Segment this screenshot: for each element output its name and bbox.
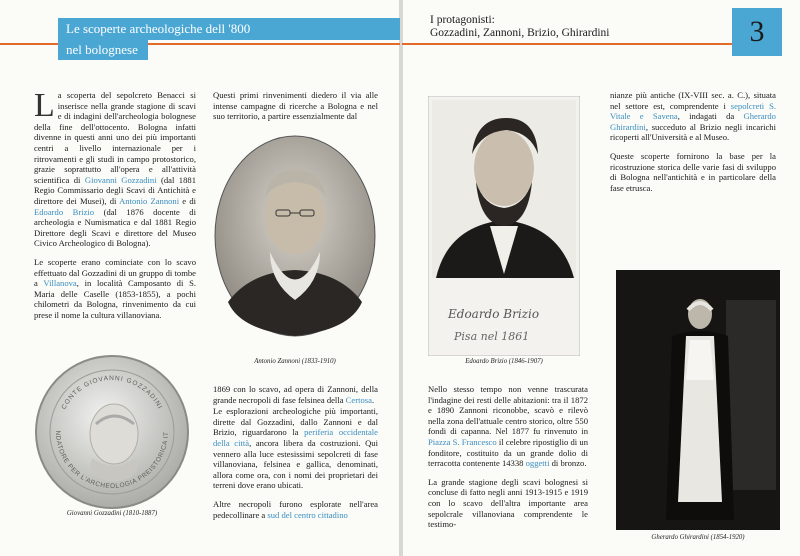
col2-paragraph-2 xyxy=(213,406,378,491)
header-protagonists-names: Gozzadini, Zannoni, Brizio, Ghirardini xyxy=(430,27,610,39)
caption-brizio: Edoardo Brizio (1846-1907) xyxy=(465,358,543,365)
col2-p2-text-a: Le esplorazioni archeologiche più importanti, dirette dal Gozzadini, dallo Zannoni e dal Brizio, riguardarono la xyxy=(213,406,378,438)
link-sepolcreti: sepolcreti S. Vitale e Savena xyxy=(610,100,777,122)
column-1 xyxy=(34,87,196,328)
col1-text-b: (dal 1881 Regio Commissario degli Scavi di Antichità e direttore dei Musei), di xyxy=(34,174,196,206)
dropcap: L xyxy=(34,87,55,124)
col1-text-d: (dal 1876 docente di archeologia e Numismatica e dal 1881 Regio Direttore degli Scavi e direttore del Museo Civico Archeologico di Bologna). xyxy=(34,206,196,249)
col4-p1-text-b: , indagati da xyxy=(677,111,744,122)
col3-paragraph-2: La grande stagione degli scavi bolognesi si concluse di fatto negli anni 1913-1915 e 1919 con lo scavo dell'altra importante area sepolcrale villanoviana comprendente le testimo- xyxy=(428,476,588,530)
brizio-signature-place: Pisa nel 1861 xyxy=(454,330,530,343)
medal-gozzadini xyxy=(34,354,190,510)
caption-zannoni: Antonio Zannoni (1833-1910) xyxy=(254,358,336,365)
col1-text-c: e di xyxy=(179,195,196,206)
medal-inscription-top: CONTE GIOVANNI GOZZADINI xyxy=(60,374,164,411)
page-gutter xyxy=(399,0,403,556)
link-zannoni: Antonio Zannoni xyxy=(119,195,180,206)
col1-paragraph-1 xyxy=(34,87,196,249)
header-rule-right xyxy=(402,43,732,45)
col4-p1-text-c: , succeduto al Brizio negli incarichi ricoperti all'Università e al Museo. xyxy=(610,121,776,143)
col1-p2-text-b: , in località Camposanto di S. Maria delle Caselle (1853-1855), a pochi chilometri da Bologna, rinvenimento da cui prese il nome la cultura villanoviana. xyxy=(34,278,196,320)
caption-ghirardini: Gherardo Ghirardini (1854-1920) xyxy=(651,534,745,541)
header-protagonists-label: I protagonisti: xyxy=(430,14,495,26)
col2-p3-text-a: Altre necropoli furono esplorate nell'area pedecollinare a xyxy=(213,498,378,520)
col2-paragraph-3 xyxy=(213,499,378,520)
col4-p1-text-a: nianze più antiche (IX-VIII sec. a. C.), situata nel settore est, comprendente i xyxy=(610,90,776,111)
link-sud: sud del centro cittadino xyxy=(267,509,348,520)
col3-p1-text-c: di bronzo. xyxy=(549,458,587,469)
column-2-top xyxy=(213,90,378,130)
col3-p1-text-a: Nello stesso tempo non venne trascurata l'indagine dei resti delle abitazioni: tra il 1872 e 1890 Zannoni riconobbe, scavò e rilevò nella zona dell'attuale centro storico, oltre 550 fondi di capanna. Nel 1877 fu rinvenuto in xyxy=(428,384,588,437)
col3-paragraph-1 xyxy=(428,384,588,469)
col2-top-paragraph: Questi primi rinvenimenti diedero il via alle intense campagne di ricerche a Bologna e nel suo territorio, a partire essenzialmente dal xyxy=(213,90,378,122)
col2-p2-text-b: , ancora libera da costruzioni. Qui vennero alla luce estesissimi sepolcreti di fase villanoviana, felsinea e gallica, denominati, allora come ora, con i nomi dei proprietari dei terreni dove erano ubicati. xyxy=(213,437,378,491)
col1-text-a: a scoperta del sepolcreto Benacci si inserisce nella grande stagione di scavi e di indagini dell'archeologia bolognese della fine dell'ottocento. Bologna infatti divenne in questi anni uno dei più importanti centri a livello internazionale per i ritrovamenti e gli studi in campo protostorico, grazie soprattutto all'opera e all'attività scientifica di xyxy=(34,90,196,185)
portrait-zannoni xyxy=(210,132,380,354)
caption-gozzadini: Giovanni Gozzadini (1810-1887) xyxy=(66,510,158,517)
col4-paragraph-1 xyxy=(610,90,776,143)
header-rule-left-a xyxy=(0,43,58,45)
medal-inscription-bottom: NDATORE PER L'ARCHEOLOGIA PREISTORICA IT xyxy=(53,430,171,491)
link-oggetti: oggetti xyxy=(525,458,550,469)
link-villanova: Villanova xyxy=(43,278,77,289)
col3-p1-text-b: il celebre ripostiglio di un fonditore, costituito da un grande dolio di terracotta contenente 14338 xyxy=(428,436,588,469)
column-3-bottom xyxy=(428,384,588,538)
col2-p1-text-a: 1869 con lo scavo, ad opera di Zannoni, della grande necropoli di fase felsinea della xyxy=(213,384,378,405)
brizio-signature: Edoardo Brizio xyxy=(448,307,540,321)
portrait-ghirardini xyxy=(616,270,780,530)
link-periferia: periferia occidentale della città xyxy=(213,427,378,448)
column-4-top xyxy=(610,90,776,201)
col2-p1-text-b: . xyxy=(371,394,375,405)
link-ghirardini: Gherardo Ghirardini xyxy=(610,111,776,132)
col4-paragraph-2: Queste scoperte fornirono la base per la ricostruzione storica delle varie fasi di sviluppo di Bologna nell'antichità e in particolare della fase etrusca. xyxy=(610,150,776,193)
header-title-line2: nel bolognese xyxy=(66,42,138,57)
link-brizio: Edoardo Brizio xyxy=(34,206,95,217)
portrait-brizio xyxy=(428,96,580,356)
col1-paragraph-2 xyxy=(34,257,196,321)
header-rule-left-b xyxy=(148,43,400,45)
link-certosa: Certosa xyxy=(345,394,372,405)
link-piazza: Piazza S. Francesco xyxy=(428,436,497,447)
link-gozzadini: Giovanni Gozzadini xyxy=(84,174,157,185)
page-number: 3 xyxy=(749,15,765,48)
col2-paragraph-1 xyxy=(213,384,378,405)
col1-p2-text-a: Le scoperte erano cominciate con lo scavo effettuato dal Gozzadini di un gruppo di tombe a xyxy=(34,256,196,289)
column-2-bottom xyxy=(213,384,378,528)
header-title-line1: Le scoperte archeologiche dell '800 xyxy=(66,21,251,36)
